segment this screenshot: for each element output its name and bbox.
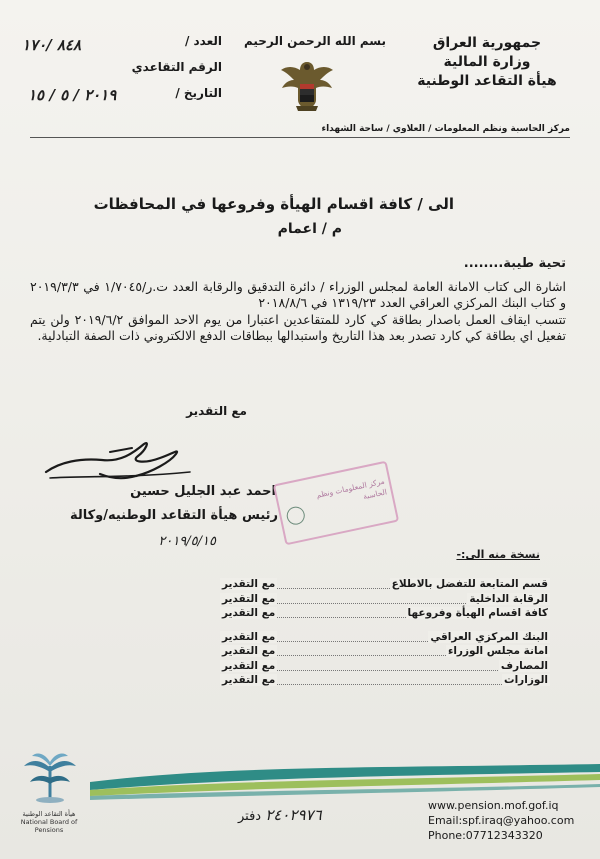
recipient-regard: مع التقدير <box>222 607 276 619</box>
header-left-block <box>22 34 222 112</box>
signatory-title: رئيس هيأة التقاعد الوطنيه/وكالة <box>69 508 278 523</box>
body-paragraph-reference: اشارة الى كتاب الامانة العامة لمجلس الوزراء / دائرة التدقيق والرقابة العدد ت.ر/١/٧٠٤٥ في ٢٠١٩/٣/٣ و كتاب البنك المركزي العراقي العدد ١٣١٩/٢٣ في ٢٠١٨/٨/٦ <box>30 278 566 311</box>
phone-text: Phone:07712343320 <box>428 829 543 842</box>
recipient-regard: مع التقدير <box>222 630 276 643</box>
book-number-block <box>228 806 348 824</box>
number-value: ٨٤٨ /١٧٠ <box>22 36 82 54</box>
date-label: التاريخ / <box>175 86 222 100</box>
recipient-label: قسم المتابعة للتفضل بالاطلاع <box>391 578 548 590</box>
recipient-label: الرقابة الداخلية <box>469 592 548 605</box>
logo-caption: هيأة التقاعد الوطنية National Board of Pensions <box>20 810 78 834</box>
country-name: جمهورية العراق <box>432 35 542 51</box>
list-item <box>220 660 550 675</box>
header-divider <box>30 137 570 138</box>
signature-date: ٢٠١٩/٥/١٥ <box>158 534 216 549</box>
handwritten-signature-icon <box>40 432 210 490</box>
recipient-regard: مع التقدير <box>222 674 276 686</box>
recipient-label: كافة اقسام الهيأة وفروعها <box>407 607 548 619</box>
authority-name: هيأة التقاعد الوطنية <box>417 73 557 89</box>
subject-line: م / اعمام <box>277 221 342 237</box>
list-item <box>220 631 550 646</box>
recipient-label: امانة مجلس الوزراء <box>447 645 548 657</box>
copies-heading: نسخة منه الى:- <box>456 548 540 561</box>
book-label: دفتر <box>238 809 262 824</box>
pension-number-label: الرقم التقاعدي <box>131 60 222 74</box>
body-paragraph-notice: تتسب ايقاف العمل باصدار بطاقة كي كارد للمتقاعدين اعتبارا من يوم الاحد الموافق ٢٠١٩/٦/٢ ولن يتم تفعيل اي بطاقة كي كارد تصدر بعد هذا التاريخ واستبدالها ببطاقات الدفع الالكتروني ذات الصفة التبادلية. <box>30 311 566 344</box>
website-text: www.pension.mof.gof.iq <box>428 799 559 812</box>
contact-block <box>428 798 588 843</box>
date-value: ٢٠١٩ / ٥ / ١٥ <box>28 86 117 104</box>
list-item <box>220 607 550 622</box>
closing-regards: مع التقدير <box>186 404 247 418</box>
recipient-label: البنك المركزي العراقي <box>430 630 548 643</box>
signatory-name: احمد عبد الجليل حسين <box>130 484 276 499</box>
list-item <box>220 593 550 608</box>
number-label: العدد / <box>184 34 222 48</box>
pension-authority-logo-icon <box>18 748 82 806</box>
recipient-regard: مع التقدير <box>222 592 276 605</box>
department-line: مركز الحاسبة ونظم المعلومات / العلاوي / ساحة الشهداء <box>321 124 570 134</box>
recipient-label: المصارف <box>500 659 548 672</box>
header-right-block <box>412 34 562 91</box>
recipient-regard: مع التقدير <box>222 578 276 590</box>
recipient-regard: مع التقدير <box>222 645 276 657</box>
recipient-label: الوزارات <box>504 674 548 686</box>
ministry-name: وزارة المالية <box>443 54 531 70</box>
iraq-eagle-emblem-icon <box>278 54 336 114</box>
list-item <box>220 645 550 660</box>
greeting: تحية طيبة........ <box>463 256 566 271</box>
list-item <box>220 674 550 689</box>
recipient-regard: مع التقدير <box>222 659 276 672</box>
distribution-list <box>220 578 550 689</box>
stamp-text: مركز المعلومات ونظم الحاسبة <box>315 476 388 502</box>
email-text: Email:spf.iraq@yahoo.com <box>428 814 575 827</box>
office-stamp <box>273 461 399 546</box>
addressee-line: الى / كافة اقسام الهيأة وفروعها في المحافظات <box>93 195 454 213</box>
book-number: ٢٤٠٢٩٧٦ <box>265 806 322 824</box>
list-item <box>220 578 550 593</box>
letter-body <box>30 256 566 345</box>
basmala: بسم الله الرحمن الرحيم <box>243 34 387 48</box>
